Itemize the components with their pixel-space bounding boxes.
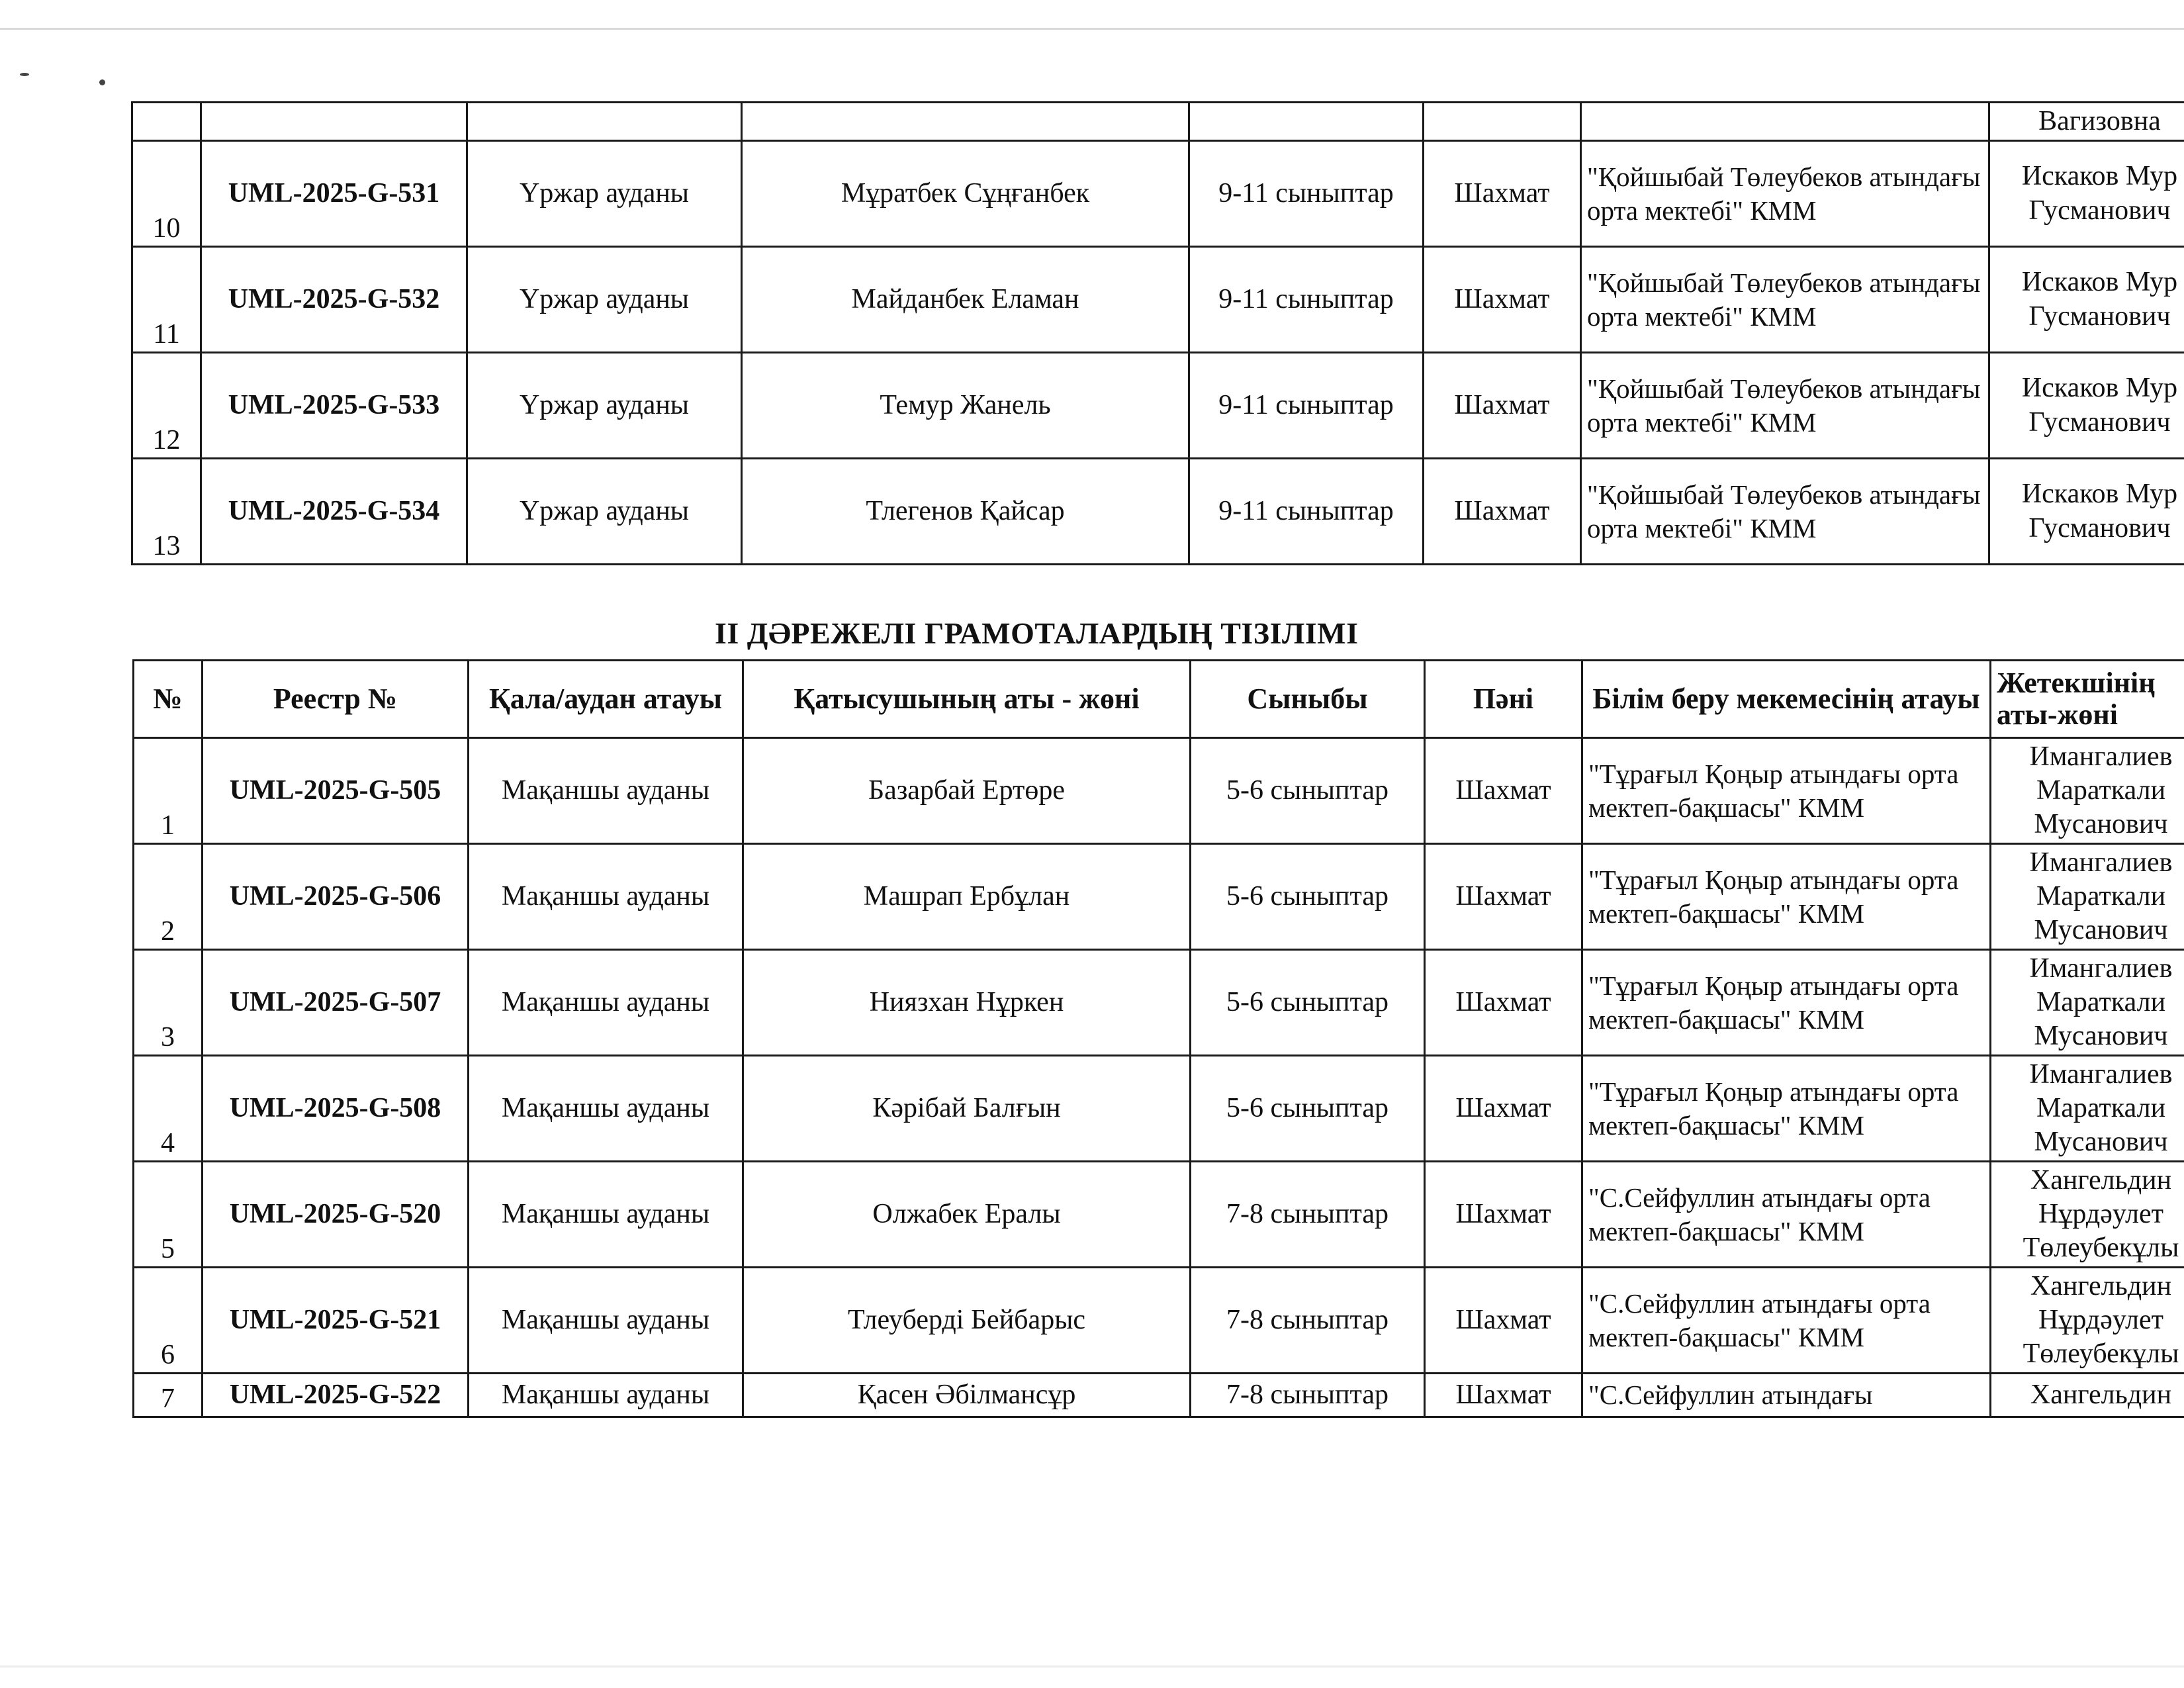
school-name: "Тұрағыл Қоңыр атындағы орта мектеп-бақшасы" КММ [1582, 950, 1991, 1056]
subject: Шахмат [1424, 353, 1581, 459]
row-number: 3 [134, 950, 203, 1056]
participant-name: Базарбай Ертөре [743, 738, 1191, 844]
leader-name-line: Имангалиев [2029, 847, 2173, 878]
leader-name [1991, 1162, 2184, 1268]
grade-level: 5-6 сыныптар [1191, 844, 1425, 950]
header-no: № [134, 661, 203, 738]
leader-name [1991, 844, 2184, 950]
participant-name: Майданбек Еламан [742, 247, 1189, 353]
row-number: 11 [132, 247, 201, 353]
empty-cell [467, 103, 742, 141]
subject: Шахмат [1425, 1056, 1582, 1162]
school-name: "С.Сейфуллин атындағы орта мектеп-бақшасы" КММ [1582, 1268, 1991, 1374]
subject: Шахмат [1424, 459, 1581, 565]
grade-level: 7-8 сыныптар [1191, 1268, 1425, 1374]
subject: Шахмат [1425, 1162, 1582, 1268]
empty-cell [201, 103, 467, 141]
table-row [134, 738, 2184, 844]
row-number: 2 [134, 844, 203, 950]
scan-top-edge [0, 28, 2184, 30]
leader-name-line: Нұрдәулет [2038, 1198, 2163, 1229]
subject: Шахмат [1425, 1374, 1582, 1417]
subject: Шахмат [1425, 950, 1582, 1056]
school-name: "Тұрағыл Қоңыр атындағы орта мектеп-бақшасы" КММ [1582, 844, 1991, 950]
table-row [134, 1162, 2184, 1268]
row-number: 10 [132, 141, 201, 247]
school-name: "Тұрағыл Қоңыр атындағы орта мектеп-бақшасы" КММ [1582, 738, 1991, 844]
leader-name-line: Искаков Мур [2021, 373, 2178, 404]
leader-name [1991, 1056, 2184, 1162]
grade-level: 9-11 сыныптар [1189, 353, 1424, 459]
empty-cell [742, 103, 1189, 141]
registry-number: UML-2025-G-520 [203, 1162, 469, 1268]
empty-cell [1424, 103, 1581, 141]
table-header-row [134, 661, 2184, 738]
participant-name: Тлеуберді Бейбарыс [743, 1268, 1191, 1374]
leader-name [1989, 141, 2184, 247]
leader-name-line: Мараткали [2036, 880, 2166, 912]
header-district: Қала/аудан атауы [469, 661, 743, 738]
header-school: Білім беру мекемесінің атауы [1582, 661, 1991, 738]
leader-name-line: Хангельдин [2030, 1379, 2172, 1410]
scan-speck [99, 79, 105, 85]
grade-level: 5-6 сыныптар [1191, 738, 1425, 844]
leader-name-line: Мараткали [2036, 986, 2166, 1017]
school-name: "С.Сейфуллин атындағы [1582, 1374, 1991, 1417]
grade-level: 9-11 сыныптар [1189, 247, 1424, 353]
row-number: 4 [134, 1056, 203, 1162]
participant-name: Кәрібай Балғын [743, 1056, 1191, 1162]
participant-name: Қасен Әбілмансұр [743, 1374, 1191, 1417]
school-name: "Қойшыбай Төлеубеков атындағы орта мектебі" КММ [1581, 459, 1989, 565]
subject: Шахмат [1424, 141, 1581, 247]
table-row [132, 141, 2184, 247]
empty-cell [1581, 103, 1989, 141]
leader-name-line: Имангалиев [2029, 741, 2173, 772]
scan-speck [20, 73, 29, 76]
grade-level: 7-8 сыныптар [1191, 1374, 1425, 1417]
district-name: Мақаншы ауданы [469, 1056, 743, 1162]
leader-name [1991, 1374, 2184, 1417]
subject: Шахмат [1424, 247, 1581, 353]
registry-number: UML-2025-G-522 [203, 1374, 469, 1417]
row-number: 12 [132, 353, 201, 459]
leader-name-line: Мусанович [2034, 1127, 2168, 1158]
leader-name-line: Хангельдин [2030, 1164, 2172, 1196]
district-name: Мақаншы ауданы [469, 738, 743, 844]
district-name: Мақаншы ауданы [469, 844, 743, 950]
empty-cell [132, 103, 201, 141]
row-number: 13 [132, 459, 201, 565]
registry-number: UML-2025-G-521 [203, 1268, 469, 1374]
table-row [132, 353, 2184, 459]
table-row [134, 1056, 2184, 1162]
leader-name-line: Гусманович [2028, 195, 2171, 226]
district-name: Мақаншы ауданы [469, 950, 743, 1056]
table-row [132, 247, 2184, 353]
header-subject: Пәні [1425, 661, 1582, 738]
grade-level: 7-8 сыныптар [1191, 1162, 1425, 1268]
school-name: "Қойшыбай Төлеубеков атындағы орта мектебі" КММ [1581, 141, 1989, 247]
leader-name-line: Мусанович [2034, 915, 2168, 946]
winners-table-continued [131, 101, 2184, 565]
leader-name-line: Нұрдәулет [2038, 1304, 2163, 1335]
school-name: "Қойшыбай Төлеубеков атындағы орта мектебі" КММ [1581, 353, 1989, 459]
row-number: 5 [134, 1162, 203, 1268]
empty-cell [1189, 103, 1424, 141]
grade-ii-certificates-table [132, 659, 2184, 1418]
participant-name: Тлегенов Қайсар [742, 459, 1189, 565]
registry-number: UML-2025-G-506 [203, 844, 469, 950]
registry-number: UML-2025-G-534 [201, 459, 467, 565]
registry-number: UML-2025-G-507 [203, 950, 469, 1056]
leader-name [1991, 950, 2184, 1056]
table-row [134, 1374, 2184, 1417]
participant-name: Олжабек Ералы [743, 1162, 1191, 1268]
district-name: Мақаншы ауданы [469, 1268, 743, 1374]
leader-name-line: Имангалиев [2029, 953, 2173, 984]
table-row [134, 1268, 2184, 1374]
table-row [134, 844, 2184, 950]
leader-name-line: Төлеубекұлы [2023, 1338, 2179, 1370]
leader-name-line: Мараткали [2036, 1092, 2166, 1123]
row-number: 6 [134, 1268, 203, 1374]
leader-name-line: Мусанович [2034, 1021, 2168, 1052]
leader-name [1991, 1268, 2184, 1374]
header-leader: Жетекшінің аты-жөні [1991, 661, 2184, 738]
leader-name [1991, 738, 2184, 844]
header-participant: Қатысушының аты - жөні [743, 661, 1191, 738]
table-row [132, 459, 2184, 565]
grade-level: 9-11 сыныптар [1189, 141, 1424, 247]
leader-name-line: Төлеубекұлы [2023, 1233, 2179, 1264]
header-registry: Реестр № [203, 661, 469, 738]
district-name: Мақаншы ауданы [469, 1162, 743, 1268]
subject: Шахмат [1425, 738, 1582, 844]
leader-name-line: Искаков Мур [2021, 479, 2178, 510]
subject: Шахмат [1425, 844, 1582, 950]
district-name: Үржар ауданы [467, 459, 742, 565]
grade-level: 5-6 сыныптар [1191, 1056, 1425, 1162]
registry-number: UML-2025-G-505 [203, 738, 469, 844]
grade-level: 9-11 сыныптар [1189, 459, 1424, 565]
row-number: 7 [134, 1374, 203, 1417]
scan-bottom-edge [0, 1665, 2184, 1667]
leader-name-line: Гусманович [2028, 512, 2171, 543]
leader-name-line: Мусанович [2034, 809, 2168, 840]
leader-name [1989, 353, 2184, 459]
registry-number: UML-2025-G-532 [201, 247, 467, 353]
row-number: 1 [134, 738, 203, 844]
participant-name: Мұратбек Сұңғанбек [742, 141, 1189, 247]
leader-name: Вагизовна [1989, 103, 2184, 141]
table-row [134, 950, 2184, 1056]
leader-name-line: Хангельдин [2030, 1270, 2172, 1301]
district-name: Үржар ауданы [467, 353, 742, 459]
district-name: Үржар ауданы [467, 247, 742, 353]
participant-name: Машрап Ербұлан [743, 844, 1191, 950]
leader-name-line: Гусманович [2028, 406, 2171, 438]
registry-number: UML-2025-G-531 [201, 141, 467, 247]
registry-number: UML-2025-G-508 [203, 1056, 469, 1162]
school-name: "Қойшыбай Төлеубеков атындағы орта мектебі" КММ [1581, 247, 1989, 353]
grade-level: 5-6 сыныптар [1191, 950, 1425, 1056]
district-name: Үржар ауданы [467, 141, 742, 247]
section-title: II ДӘРЕЖЕЛІ ГРАМОТАЛАРДЫҢ ТІЗІЛІМІ [715, 616, 1359, 650]
registry-number: UML-2025-G-533 [201, 353, 467, 459]
participant-name: Ниязхан Нұркен [743, 950, 1191, 1056]
leader-name [1989, 247, 2184, 353]
partial-table-row [132, 103, 2184, 141]
leader-name-line: Искаков Мур [2021, 267, 2178, 298]
school-name: "Тұрағыл Қоңыр атындағы орта мектеп-бақшасы" КММ [1582, 1056, 1991, 1162]
leader-name-line: Искаков Мур [2021, 161, 2178, 192]
leader-name-line: Имангалиев [2029, 1058, 2173, 1090]
header-grade: Сыныбы [1191, 661, 1425, 738]
leader-name-line: Мараткали [2036, 774, 2166, 806]
school-name: "С.Сейфуллин атындағы орта мектеп-бақшасы" КММ [1582, 1162, 1991, 1268]
leader-name-line: Гусманович [2028, 301, 2171, 332]
leader-name [1989, 459, 2184, 565]
subject: Шахмат [1425, 1268, 1582, 1374]
district-name: Мақаншы ауданы [469, 1374, 743, 1417]
participant-name: Темур Жанель [742, 353, 1189, 459]
